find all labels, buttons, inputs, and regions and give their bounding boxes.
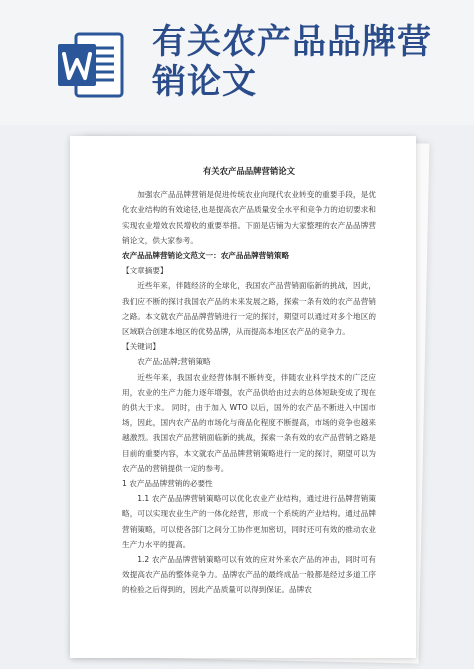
word-doc-icon (54, 28, 128, 102)
paragraph: 农产品;品牌;营销策略 (137, 357, 211, 367)
paragraph: 【文章摘要】 (122, 266, 168, 276)
paragraph: 1 农产品品牌营销的必要性 (122, 479, 213, 489)
paragraph: 1.1 农产品品牌营销策略可以优化农业产业结构，通过进行品牌营销策略，可以实现农业生产的一体化经营，形成一个系统的产业结构。通过品牌营销策略，可以使各部门之间分工协作更加密切，同时还可有效的推动农业生产力水平的提高。 (122, 494, 376, 549)
paragraph: 加强农产品品牌营销是促进传统农业向现代农业转变的重要手段，是优化农业结构的有效途径,也是提高农产品质量安全水平和竞争力的迫切要求和实现农业增效农民增收的重要举措。下面是店铺为大家整理的农产品品牌营销论文，供大家参考。 (122, 190, 376, 245)
paragraph: 近些年来，伴随经济的全球化，我国农产品营销面临新的挑战，因此，我们应不断的探讨我国农产品的未来发展之路，探索一条有效的农产品营销之路。本文就农产品品牌营销进行一定的探讨，期望可以通过对多个地区的区域联合创建本地区的优势品牌，从而提高本地区农产品的竞争力。 (122, 281, 376, 337)
paragraph: 农产品品牌营销论文范文一：农产品品牌营销策略 (122, 251, 290, 261)
paragraph: 近些年来，我国农业经营体制不断转变，伴随农业科学技术的广泛应用，农业的生产力能力逐年增强，农产品供给由过去的总体短缺变成了现在的供大于求。 同时，由于加入 WTO 以后，国外的农产品不断进入中国市场，因此，国内农产品的市场化与商品化程度不断提高，市场的竞争也越来越激烈。我国农产品营销面临新的挑战，探索一条有效的农产品营销之路是目前的重要内容，本文就农产品品牌营销策略进行一定的探讨，期望可以为农产品的营销提供一定的参考。 (122, 372, 376, 473)
page-title: 有关农产品品牌营销论文 (202, 166, 296, 176)
document-page (70, 136, 416, 658)
document-heading: 有关农产品品牌营销论文 (152, 22, 432, 102)
paragraph-list (122, 187, 376, 597)
paragraph: 【关键词】 (122, 342, 160, 352)
paragraph: 1.2 农产品品牌营销策略可以有效的应对外来农产品的冲击，同时可有效提高农产品的整体竞争力。品牌农产品的最终成品一般都是经过多道工序的检验之后得到的，因此产品质量可以得到保证。品牌农 (122, 555, 376, 595)
document-body (122, 164, 376, 598)
header-banner (0, 0, 474, 125)
